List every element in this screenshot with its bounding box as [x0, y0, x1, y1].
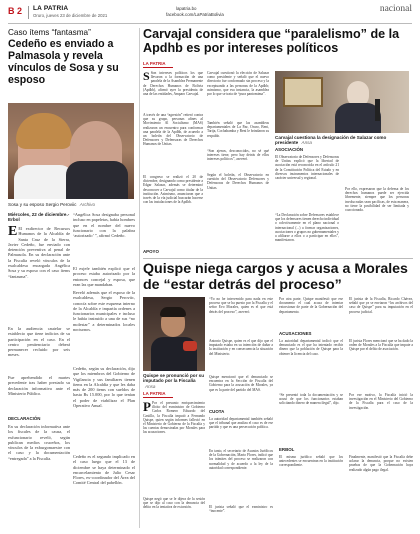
bottom-col4-1: Por otra parte, Quispe manifestó que ese documento el cual acusa de intentar extorsionar de parte de la Gobernación del departamento.	[279, 297, 343, 314]
bottom-col4	[349, 297, 413, 528]
top-photo-caption	[275, 135, 409, 146]
top-photo-picture-frame	[283, 77, 323, 107]
top-byline: LA PATRIA	[143, 61, 166, 66]
left-kicker: Caso ítems “fantasma”	[8, 28, 91, 37]
left-headline: Cedeño es enviado a Palmasola y revela vínculos de Sosa y su esposo	[8, 38, 119, 86]
mic-bottom	[183, 341, 197, 351]
left-body-2: En la audiencia cautelar se establecio que tiene indicios de su participación en el caso. En el centro penitenciario deberá permanecer recluido por seis meses.	[8, 326, 70, 358]
top-body-c: El Observatorio de Defensores y Defensoras de Unitas explicó que la libertad de asociación está reconocida en el artículo 21 de la Constitución Política del Estado y en diversos instrumentos internacionales de carácter universal y regional.	[275, 155, 339, 181]
bottom-caption-credit: Ansa	[145, 383, 156, 389]
header-divider	[28, 6, 29, 19]
top-body-b2: También señaló que las asambleas departamentales de La Paz, Oruro, Beni, Tarija, Cochabamba y Beni le brindaron su respaldo.	[207, 121, 269, 138]
bottom-col4-3: “Se presentó toda la documentación y se acusó de que los funcionarios estaban solicitando dinero de manera ilegal”, dijo.	[279, 393, 343, 406]
bottom-col4-2: La autoridad departamental indicó que el denunciado es el que ha intentado recibir dinero que la población de Quispe para la obtener la licencia del caso.	[279, 339, 343, 356]
top-body-c3: Por ello, expresaron que la defensa de los derechos humanos puede ser ejercida libremente, siempre que los personas involucradas sean pacíficas, de esta manera, no tiene la posibilidad de ser limitada y coaccionada.	[345, 187, 409, 213]
top-body-b3: “Son ajenos, desconocidos, no sé qué intereses tiene, pero hay detrás de ellos intereses políticos”, aseveró.	[207, 149, 269, 162]
left-col1	[8, 212, 70, 528]
brand-name: LA PATRIA	[33, 5, 69, 12]
left-col2-body-2: Cedeño, según su declaración, dijo que los miembros del Gobierno de Vigilancia y sus familiares tienen ítems en la Alcaldía y que les daba más de 200 ítems con sueldos de hasta Bs 15.000, por lo que tenían el poder de viabilizar el Plan Operativo Anual.	[73, 366, 135, 409]
left-photo	[8, 103, 134, 199]
left-subhead-declaracion: DECLARACIÓN	[8, 416, 41, 421]
bottom-body-2: Quispe negó que se le dijera de la sesión que se dijo al caso con la denuncia del delito en la tentativa de extorsión.	[143, 497, 205, 510]
top-drop-cap: S	[143, 71, 150, 83]
bottom-col5-2: El jurista Flores mencionó que se ha dado la orden de Morales a la Fiscalía que impute a Quispe por el delito de asociación.	[349, 339, 413, 352]
top-headline: Carvajal considera que “paralelismo” de la Apdhb es por intereses políticos	[143, 27, 400, 55]
header-rule	[8, 23, 412, 24]
left-dateline: Miércoles, 22 de diciembre.- Erbol	[8, 212, 70, 223]
top-body-a-text: Son intereses políticos los que llevaron a la formación de una paralela de la Asamblea Permanente de Derechos Humanos de Bolivia (Apdhb), afirmó ayer la presidenta de una de las entidades, Amparo Carvajal.	[143, 71, 203, 97]
top-story	[143, 27, 413, 257]
bottom-body-3: “Yo no he intervenido para nada en este proceso que se ha puesto por la Fiscalía y el señor Evo Morales, quien es el que está detrás del proceso”, aseveró.	[209, 297, 273, 314]
left-body-4: En su declaración informativa ante los fiscales de la causa, el exfuncionario reveló, según publican medios cruceños, los vínculos de la exburgomaestre con el caso y la documentación “entregada” a la Fiscalía.	[8, 424, 70, 461]
left-story	[8, 28, 135, 528]
top-caption-credit: Ansa	[301, 140, 312, 146]
top-body-b4: Según el boletín, el Observatorio en cuestión del Observatorio Defensores y Defensoras de Derechos Humanos de Unitas.	[207, 173, 269, 190]
bottom-drop-cap: P	[143, 401, 151, 414]
top-col4	[345, 147, 409, 257]
left-col2-intro: “Angélica Sosa designaba personal incluso en papeletas, había hombres que en el nombre del nuevo funcionario con la palabra ‘autorizado’ ”, afirmó Cedeño.	[73, 212, 135, 239]
bottom-subhead-erbol: ERBOL	[279, 447, 295, 452]
top-col2	[207, 71, 269, 257]
top-body-b: Carvajal cuestionó la elección de Salazar como presidente y señaló que el nuevo directorio fue conformado sin proceso y la exceptuando a las personas de la Apdhb; asimismo, que esa instancia, la asamblea por lo que se trata de “pura pantomima”.	[207, 71, 269, 97]
left-caption-credit: Archivo	[79, 202, 96, 207]
bottom-body-1	[143, 401, 205, 495]
top-caption-text: Carvajal cuestiona la designación de Salazar como presidente	[275, 135, 387, 146]
page-header	[8, 4, 412, 24]
page-label: B 2	[8, 6, 23, 16]
bottom-col5-1: El jurista de la Fiscalía, Ricardo Chávez, señaló que ya se enviaron “los archivos del caso de Quispe” para su imputación en el proceso judicial.	[349, 297, 413, 314]
drop-cap: E	[8, 226, 18, 239]
section-name: nacional	[379, 4, 412, 14]
site-url: lapatria.bo	[176, 6, 197, 11]
top-col1	[143, 71, 203, 257]
top-byline-rule	[143, 67, 173, 68]
left-col2-intro-2: El exjefe también explicó que el proceso estaba autorizado por la entonces concejal y esposa, que eran las que mandaban.	[73, 266, 135, 287]
top-body-a3: El congreso se realizó el 20 de diciembre, designando como presidente a Edgar Salazar, además se determinó desconocer a Carvajal como titular de la institución. Asimismo, anunciaron que a través de la vía judicial buscarán hacerse con las instalaciones de la Apdhb.	[143, 175, 203, 205]
bottom-byline: LA PATRIA	[143, 391, 166, 396]
man-hair	[160, 307, 186, 317]
bottom-photo	[143, 297, 205, 371]
top-body-a2: A través de una “agresión” reiteró contra que su grupo, personas afines al Movimiento Al Socialismo (MAS) realizaron un encuentro para conformar una paralela de la Apdhb, de acuerdo a un boletín del Observatorio de Defensores y Defensoras de Derechos Humanos de Unitas.	[143, 113, 203, 147]
bottom-headline: Quispe niega cargos y acusa a Morales de “estar detrás del proceso”	[143, 261, 408, 293]
bottom-subhead-cuota: CUOTA	[209, 409, 225, 414]
left-body-3: Fue aprehendido el martes precedente tras haber prestado su declaración informativa ante el Ministerio Público.	[8, 375, 70, 396]
top-col3	[275, 147, 339, 257]
left-col2	[73, 212, 135, 528]
left-col2-body-1: Reveló además que el esposo de la exalcaldesa, Sergio Peroviic, conocía sobre este esquema interno de la Alcaldía e impartía ordenes a funcionarios municipales e incluso le había instruido a una de sus “no molestar” a determinados locales nocturnos.	[73, 290, 135, 333]
left-body-1-text: El exdirector de Recursos Humanos de la Alcaldía de Santa Cruz de la Sierra, Javier Cedeño, fue enviado con detención preventiva al penal de Palmasola. En su declaración ante la Fiscalía reveló vínculos de la exalcaldesa encargada Angélica Sosa y su esposo con el caso ítems “fantasma”.	[8, 226, 70, 279]
bottom-subhead-acusaciones: ACUSACIONES	[279, 331, 312, 336]
bottom-col5-4: Finalmente, manifestó que la Fiscalía debe aclarar la denuncia, porque no existen pruebas de que la Gobernación haya realizado algún pago ilegal.	[349, 455, 413, 472]
woman-dress	[14, 165, 74, 199]
left-col2-body-3: Cedeño es el segundo implicado en el caso luego que el 13 de diciembre se haya determinado el encarcelamiento de Julio Cesar Flores, ex-coordinador del Área del Comité Central del pabellón.	[73, 454, 135, 486]
bottom-caption-text: Quispe se pronunció por su imputado por la Fiscalía	[143, 373, 205, 384]
top-body-c2-start: “La Declaración sobre Defensores establece que los defensores tienen derecho individual o colectivamente en el plano nacional o internacional (...) a formar organizaciones, asociaciones o grupos no gubernamentales y a afiliarse a ellos o a participar en ellos”, manifestaron.	[275, 213, 339, 243]
bottom-body-4: Antonio Quispe, quien es el que dijo que el imputado estaba en su intención de dañar a la institución y en consecuencia la situación del Ministerio.	[209, 339, 273, 356]
left-photo-caption	[8, 202, 134, 207]
top-photo	[275, 71, 409, 133]
facebook-link[interactable]: facebook.com/LaPatriaBolivia	[166, 12, 224, 17]
bottom-col3-4: El jurista señaló que el exministro es “inocente”.	[209, 505, 273, 514]
top-subhead-apoyo: APOYO	[143, 249, 159, 254]
bottom-photo-caption	[143, 373, 205, 389]
bottom-col5-3: Por ese motivo, la Fiscalía inició la investigación en el Ministerio del Gobierno de la Fiscalía para el caso de la investigación.	[349, 393, 413, 410]
top-subhead-asociacion: ASOCIACIÓN	[275, 147, 304, 152]
vertical-rule-left	[139, 28, 140, 528]
bottom-col3-1: Quispe mencionó que el denunciado se encuentra en la Sección de Fiscalía del Gobierno para la acusación de Morales, ya que es la parte del partido del MAS.	[209, 375, 273, 392]
top-body-a	[143, 71, 203, 111]
bottom-col4-4: El mismo jurídico señaló que los antecedentes se encuentran en la institución correspondiente.	[279, 455, 343, 468]
microphone	[375, 99, 380, 121]
bottom-body-1-text: Por el presunto enriquecimiento ilícito del exministro de Gobierno Carlos Romero Eduardo del Castillo, la Fiscalía imputó a Fernando Quispe, quien según informes falleció en el Ministerio de Gobierno de la Fiscalía y las cuentas demostradas por Morales para las acusaciones.	[143, 401, 205, 435]
bottom-byline-rule	[143, 397, 173, 398]
bottom-story	[143, 261, 413, 528]
left-body-1	[8, 226, 70, 324]
man-suit	[66, 161, 128, 199]
left-caption-text: Sosa y su esposo Sergio Peroviic	[8, 202, 77, 207]
issue-date: Oruro, jueves 23 de diciembre de 2021	[33, 13, 108, 18]
bottom-col3-3: En tanto, el secretario de Asuntos Jurídicos de la Gobernación, Mario Flores, indicó que los trámites del proceso se realizaron con normalidad y de acuerdo a la ley de la autoridad correspondiente.	[209, 449, 273, 470]
bottom-col3	[279, 297, 343, 528]
horizontal-rule-mid	[143, 258, 413, 259]
bottom-col3-2: La autoridad departamental también señaló que el tribunal que analiza el caso es de ese partido y que es una persecución política.	[209, 417, 273, 430]
bottom-col2	[209, 297, 273, 528]
